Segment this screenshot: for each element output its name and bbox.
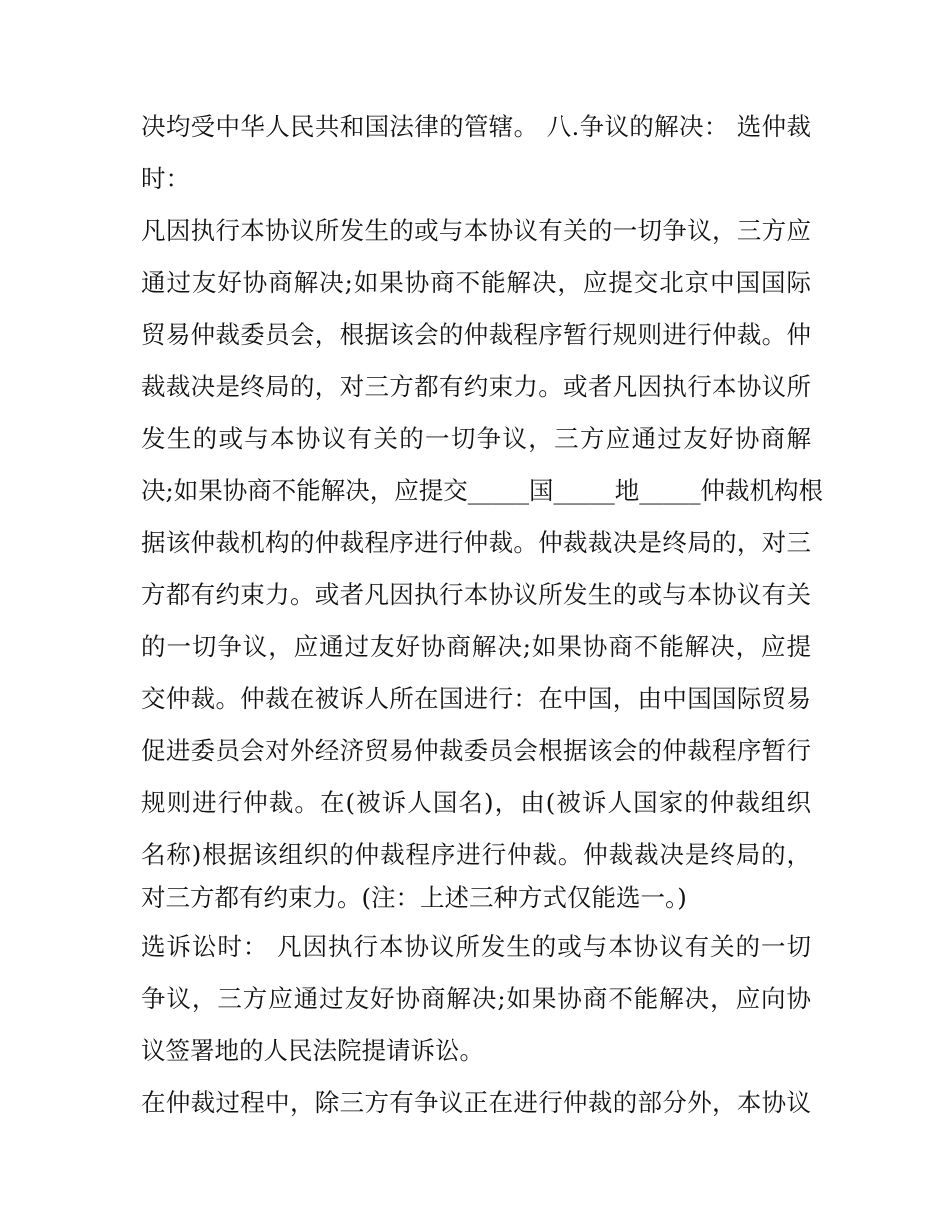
text-line: 的一切争议，应通过友好协商解决;如果协商不能解决，应提: [141, 632, 811, 661]
text-line: 促进委员会对外经济贸易仲裁委员会根据该会的仲裁程序暂行: [141, 736, 811, 765]
text-line: 争议，三方应通过友好协商解决;如果协商不能解决，应向协: [141, 984, 811, 1013]
text-line: 对三方都有约束力。(注：上述三种方式仅能选一。): [141, 883, 687, 912]
text-line: 选诉讼时： 凡因执行本协议所发生的或与本协议有关的一切: [141, 932, 811, 961]
text-line: 决;如果协商不能解决，应提交_____国_____地_____仲裁机构根: [141, 476, 824, 505]
text-line: 名称)根据该组织的仲裁程序进行仲裁。仲裁裁决是终局的，: [141, 840, 811, 869]
text-line: 在仲裁过程中，除三方有争议正在进行仲裁的部分外，本协议: [141, 1088, 811, 1117]
text-line: 方都有约束力。或者凡因执行本协议所发生的或与本协议有关: [141, 580, 811, 609]
text-line: 时：: [141, 164, 190, 193]
text-line: 议签署地的人民法院提请诉讼。: [141, 1036, 484, 1065]
text-line: 发生的或与本协议有关的一切争议，三方应通过友好协商解: [141, 424, 811, 453]
text-line: 规则进行仲裁。在(被诉人国名)，由(被诉人国家的仲裁组织: [141, 788, 811, 817]
text-line: 通过友好协商解决;如果协商不能解决，应提交北京中国国际: [141, 268, 811, 297]
text-line: 贸易仲裁委员会，根据该会的仲裁程序暂行规则进行仲裁。仲: [141, 320, 811, 349]
text-line: 裁裁决是终局的，对三方都有约束力。或者凡因执行本协议所: [141, 372, 811, 401]
text-line: 决均受中华人民共和国法律的管辖。 八.争议的解决： 选仲裁: [141, 112, 811, 141]
text-line: 凡因执行本协议所发生的或与本协议有关的一切争议，三方应: [141, 216, 811, 245]
text-line: 交仲裁。仲裁在被诉人所在国进行：在中国，由中国国际贸易: [141, 684, 811, 713]
text-line: 据该仲裁机构的仲裁程序进行仲裁。仲裁裁决是终局的，对三: [141, 528, 811, 557]
